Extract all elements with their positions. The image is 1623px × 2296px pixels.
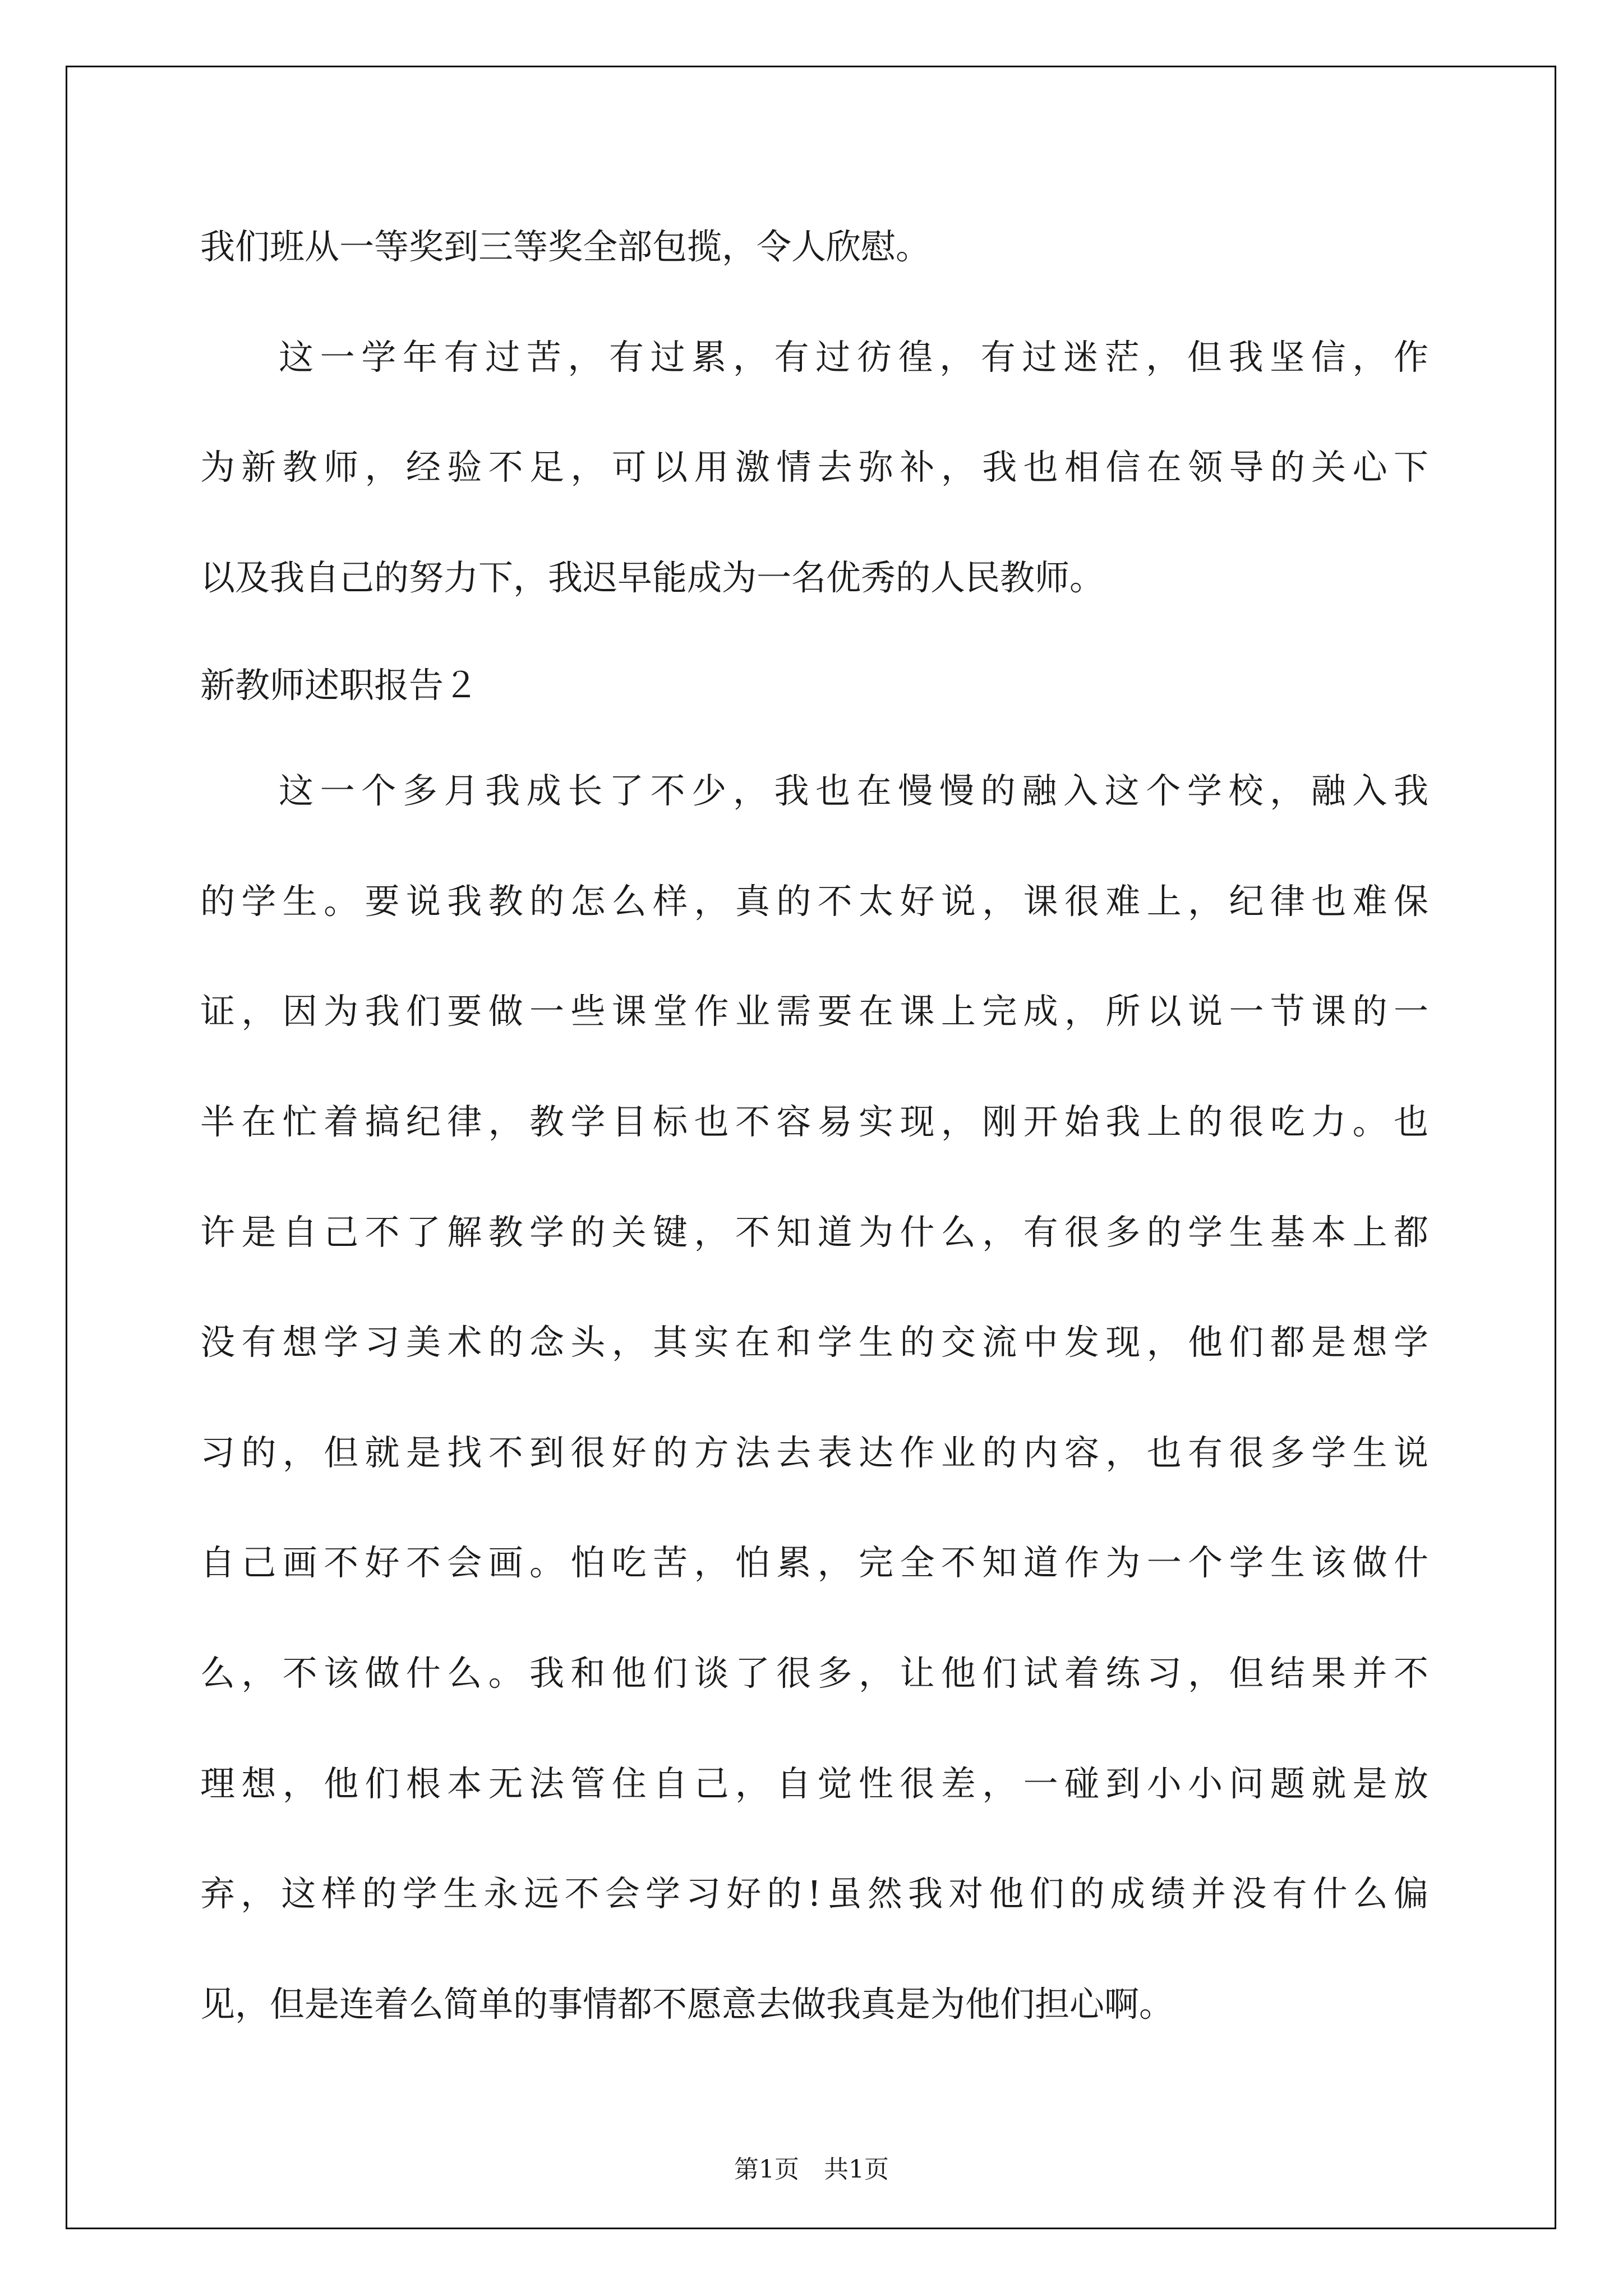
text-line: 自己画不好不会画。怕吃苦，怕累，完全不知道作为一个学生该做什: [200, 1542, 1428, 1583]
text-line: 习的，但就是找不到很好的方法去表达作业的内容，也有很多学生说: [200, 1432, 1428, 1473]
text-line: 这一学年有过苦，有过累，有过彷徨，有过迷茫，但我坚信，作: [279, 337, 1428, 378]
text-line: 弃，这样的学生永远不会学习好的!虽然我对他们的成绩并没有什么偏: [200, 1873, 1428, 1914]
text-line: 么，不该做什么。我和他们谈了很多，让他们试着练习，但结果并不: [200, 1653, 1428, 1694]
page-footer: 第1页 共1页: [734, 2155, 889, 2184]
text-line: 以及我自己的努力下，我迟早能成为一名优秀的人民教师。: [200, 557, 1105, 598]
text-line: 许是自己不了解教学的关键，不知道为什么，有很多的学生基本上都: [200, 1212, 1428, 1253]
text-line: 半在忙着搞纪律，教学目标也不容易实现，刚开始我上的很吃力。也: [200, 1101, 1428, 1142]
text-line: 这一个多月我成长了不少，我也在慢慢的融入这个学校，融入我: [279, 770, 1428, 811]
text-line: 见，但是连着么简单的事情都不愿意去做我真是为他们担心啊。: [200, 1984, 1174, 2024]
text-line: 证，因为我们要做一些课堂作业需要在课上完成，所以说一节课的一: [200, 991, 1428, 1032]
text-line: 的学生。要说我教的怎么样，真的不太好说，课很难上，纪律也难保: [200, 881, 1428, 922]
text-line: 理想，他们根本无法管住自己，自觉性很差，一碰到小小问题就是放: [200, 1763, 1428, 1804]
section-heading: 新教师述职报告２: [200, 665, 479, 706]
text-line: 为新教师，经验不足，可以用激情去弥补，我也相信在领导的关心下: [200, 447, 1428, 487]
text-line: 我们班从一等奖到三等奖全部包揽，令人欣慰。: [200, 226, 931, 267]
text-line: 没有想学习美术的念头，其实在和学生的交流中发现，他们都是想学: [200, 1322, 1428, 1363]
